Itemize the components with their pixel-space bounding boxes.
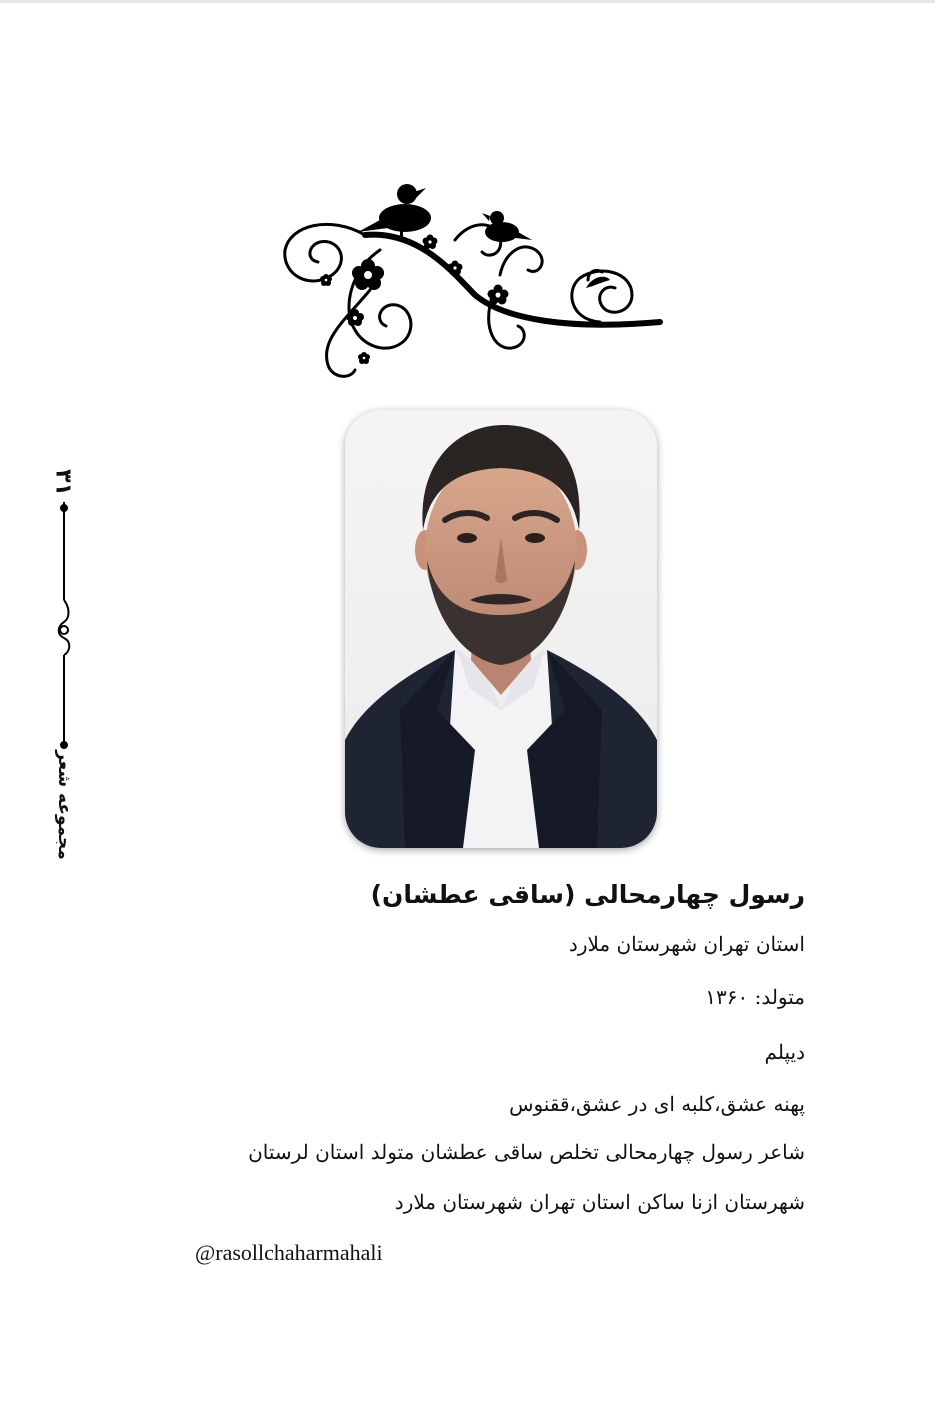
collection-title: مجموعه شعر: [54, 750, 74, 860]
author-education: دیپلم: [764, 1040, 805, 1064]
author-birth-year: متولد: ۱۳۶۰: [705, 985, 805, 1009]
author-bio-line-2: شهرستان ازنا ساکن استان تهران شهرستان ملارد: [394, 1190, 805, 1214]
author-works: پهنه عشق،کلبه ای در عشق،ققنوس: [509, 1092, 805, 1116]
author-name: رسول چهارمحالی (ساقی عطشان): [370, 880, 805, 909]
author-portrait-icon: [345, 410, 657, 848]
page-number: ۳۱: [50, 469, 76, 496]
author-social-handle: @rasollchaharmahali: [195, 1240, 383, 1265]
author-bio-line-1: شاعر رسول چهارمحالی تخلص ساقی عطشان متولد استان لرستان: [248, 1140, 805, 1164]
author-residence: استان تهران شهرستان ملارد: [568, 932, 805, 956]
bird-branch-ornament-icon: [270, 180, 670, 390]
author-photo: [345, 410, 657, 848]
top-rule: [0, 0, 935, 3]
